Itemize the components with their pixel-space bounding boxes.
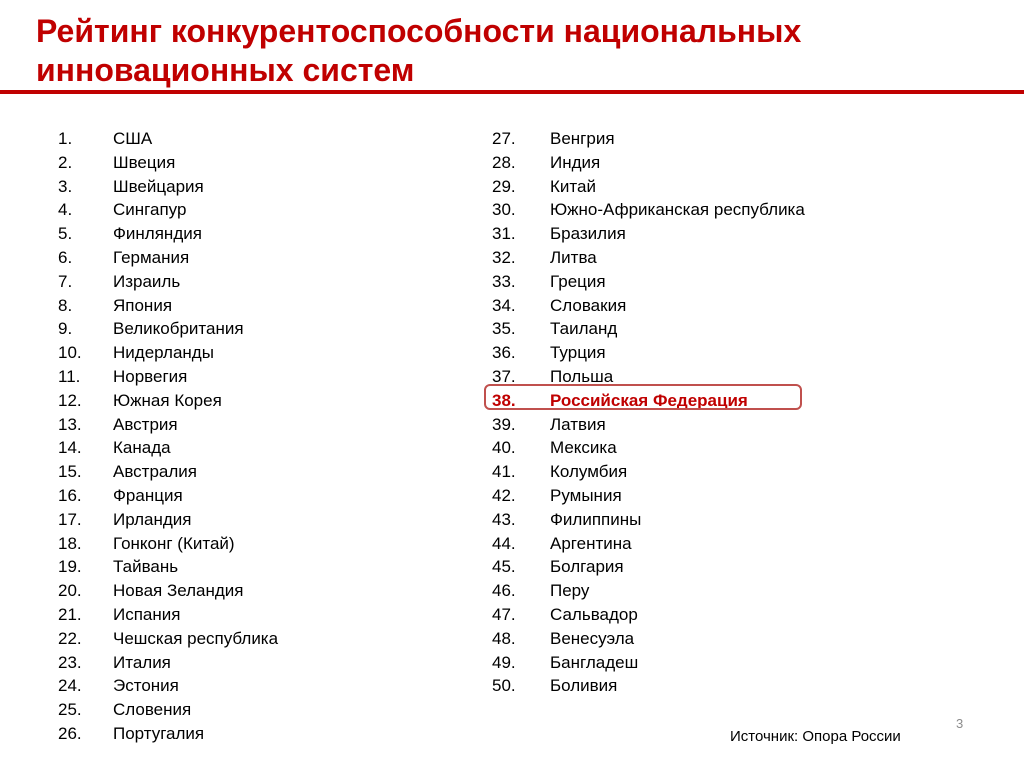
rank-number: 28.: [492, 152, 516, 172]
ranking-row: [58, 603, 458, 627]
ranking-row: [492, 460, 912, 484]
country-name: Франция: [113, 485, 183, 505]
ranking-row: [58, 627, 458, 651]
country-name: Финляндия: [113, 224, 202, 244]
rank-number: 25.: [58, 700, 82, 720]
country-name: Мексика: [550, 438, 617, 458]
ranking-row: [492, 413, 912, 437]
country-name: Нидерланды: [113, 343, 214, 363]
ranking-row: [58, 651, 458, 675]
rank-number: 33.: [492, 271, 516, 291]
rank-number: 1.: [58, 129, 73, 148]
rank-number: 7.: [58, 271, 73, 291]
country-name: Аргентина: [550, 533, 632, 553]
ranking-row: [58, 270, 458, 294]
rank-number: 43.: [492, 509, 516, 529]
page-number: 3: [956, 716, 964, 731]
rank-number: 6.: [58, 247, 73, 267]
rank-number: 10.: [58, 343, 82, 363]
rank-number: 3.: [58, 176, 73, 196]
rank-number: 46.: [492, 581, 516, 601]
country-name: Эстония: [113, 676, 179, 696]
country-name: Словакия: [550, 295, 627, 315]
rank-number: 4.: [58, 200, 73, 220]
country-name: Российская Федерация: [550, 390, 748, 410]
source-note: Источник: Опора России: [730, 728, 901, 745]
ranking-row: [492, 627, 912, 651]
rank-number: 13.: [58, 414, 82, 434]
rank-number: 12.: [58, 390, 82, 410]
ranking-row: [492, 532, 912, 556]
country-name: Австрия: [113, 414, 178, 434]
slide-title-line-1: Рейтинг конкурентоспособности национальных: [36, 13, 802, 49]
rank-number: 22.: [58, 628, 82, 648]
rank-number: 49.: [492, 652, 516, 672]
country-name: Сальвадор: [550, 604, 638, 624]
rank-number: 21.: [58, 604, 82, 624]
ranking-row: [58, 151, 458, 175]
rank-number: 9.: [58, 319, 73, 339]
country-name: Польша: [550, 366, 614, 386]
country-name: Австралия: [113, 462, 197, 482]
rank-number: 31.: [492, 224, 516, 244]
country-name: Таиланд: [550, 319, 618, 339]
rank-number: 18.: [58, 533, 82, 553]
ranking-row: [58, 484, 458, 508]
rank-number: 27.: [492, 129, 516, 148]
rank-number: 41.: [492, 462, 516, 482]
ranking-row: [492, 246, 912, 270]
rank-number: 11.: [58, 366, 81, 386]
country-name: Румыния: [550, 485, 622, 505]
rank-number: 23.: [58, 652, 82, 672]
ranking-row: [58, 294, 458, 318]
country-name: Норвегия: [113, 366, 188, 386]
ranking-row: [492, 603, 912, 627]
country-name: Греция: [550, 271, 606, 291]
country-name: Словения: [113, 700, 192, 720]
ranking-row: [58, 389, 458, 413]
rank-number: 36.: [492, 343, 516, 363]
country-name: Перу: [550, 581, 590, 601]
country-name: Тайвань: [113, 557, 179, 577]
rank-number: 38.: [492, 390, 516, 410]
rank-number: 29.: [492, 176, 516, 196]
country-name: Новая Зеландия: [113, 581, 244, 601]
country-name: Ирландия: [113, 509, 192, 529]
ranking-row: [492, 484, 912, 508]
country-name: Китай: [550, 176, 596, 196]
rank-number: 2.: [58, 152, 73, 172]
country-name: Венесуэла: [550, 628, 635, 648]
ranking-row: [58, 365, 458, 389]
ranking-row: [58, 436, 458, 460]
ranking-row: [58, 198, 458, 222]
ranking-row: [58, 532, 458, 556]
rank-number: 19.: [58, 557, 82, 577]
ranking-row: [58, 175, 458, 199]
ranking-row: [492, 579, 912, 603]
country-name: Великобритания: [113, 319, 244, 339]
country-name: Гонконг (Китай): [113, 533, 235, 553]
rank-number: 5.: [58, 224, 73, 244]
rank-number: 42.: [492, 485, 516, 505]
ranking-row: [58, 698, 458, 722]
rank-number: 34.: [492, 295, 516, 315]
slide-title-line-2: инновационных систем: [36, 52, 415, 88]
ranking-row: [58, 722, 458, 746]
ranking-row: [492, 651, 912, 675]
rank-number: 20.: [58, 581, 82, 601]
rank-number: 45.: [492, 557, 516, 577]
rank-number: 30.: [492, 200, 516, 220]
rank-number: 37.: [492, 366, 516, 386]
ranking-row: [58, 317, 458, 341]
country-name: Венгрия: [550, 129, 615, 148]
ranking-row: [58, 127, 458, 151]
ranking-row: [492, 270, 912, 294]
country-name: Южная Корея: [113, 390, 222, 410]
country-name: Израиль: [113, 271, 181, 291]
rank-number: 17.: [58, 509, 82, 529]
country-name: Филиппины: [550, 509, 642, 529]
rank-number: 47.: [492, 604, 516, 624]
country-name: США: [113, 129, 153, 148]
ranking-row: [58, 555, 458, 579]
ranking-list-right: [492, 127, 912, 698]
ranking-row: [492, 555, 912, 579]
country-name: Чешская республика: [113, 628, 279, 648]
ranking-row: [492, 127, 912, 151]
rank-number: 24.: [58, 676, 82, 696]
country-name: Боливия: [550, 676, 618, 696]
rank-number: 14.: [58, 438, 82, 458]
ranking-row: [58, 341, 458, 365]
rank-number: 50.: [492, 676, 516, 696]
rank-number: 48.: [492, 628, 516, 648]
country-name: Турция: [550, 343, 606, 363]
country-name: Бангладеш: [550, 652, 639, 672]
ranking-row: [58, 222, 458, 246]
ranking-row: [492, 198, 912, 222]
ranking-row: [492, 175, 912, 199]
country-name: Латвия: [550, 414, 606, 434]
rank-number: 8.: [58, 295, 73, 315]
country-name: Швеция: [113, 152, 176, 172]
country-name: Литва: [550, 247, 597, 267]
title-divider: [0, 90, 1024, 94]
country-name: Колумбия: [550, 462, 628, 482]
country-name: Испания: [113, 604, 181, 624]
ranking-row: [492, 222, 912, 246]
ranking-row: [492, 294, 912, 318]
ranking-row: [58, 460, 458, 484]
country-name: Южно-Африканская республика: [550, 200, 805, 220]
russia-highlight-box: [484, 384, 802, 410]
country-name: Болгария: [550, 557, 624, 577]
ranking-row: [492, 151, 912, 175]
rank-number: 40.: [492, 438, 516, 458]
ranking-row: [58, 413, 458, 437]
rank-number: 16.: [58, 485, 82, 505]
ranking-row: [492, 341, 912, 365]
country-name: Бразилия: [550, 224, 626, 244]
rank-number: 44.: [492, 533, 516, 553]
country-name: Италия: [113, 652, 171, 672]
rank-number: 15.: [58, 462, 82, 482]
country-name: Канада: [113, 438, 171, 458]
country-name: Сингапур: [113, 200, 187, 220]
rank-number: 35.: [492, 319, 516, 339]
ranking-row: [58, 579, 458, 603]
ranking-row: [58, 246, 458, 270]
ranking-row: [492, 508, 912, 532]
country-name: Швейцария: [113, 176, 204, 196]
ranking-row: [492, 317, 912, 341]
rank-number: 32.: [492, 247, 516, 267]
ranking-row: [58, 508, 458, 532]
slide-title: [36, 12, 996, 90]
country-name: Германия: [113, 247, 190, 267]
country-name: Португалия: [113, 723, 205, 743]
ranking-row: [492, 436, 912, 460]
rank-number: 26.: [58, 723, 82, 743]
ranking-row: [58, 674, 458, 698]
ranking-list-left: [58, 127, 458, 746]
rank-number: 39.: [492, 414, 516, 434]
ranking-row: [492, 674, 912, 698]
country-name: Индия: [550, 152, 601, 172]
country-name: Япония: [113, 295, 173, 315]
